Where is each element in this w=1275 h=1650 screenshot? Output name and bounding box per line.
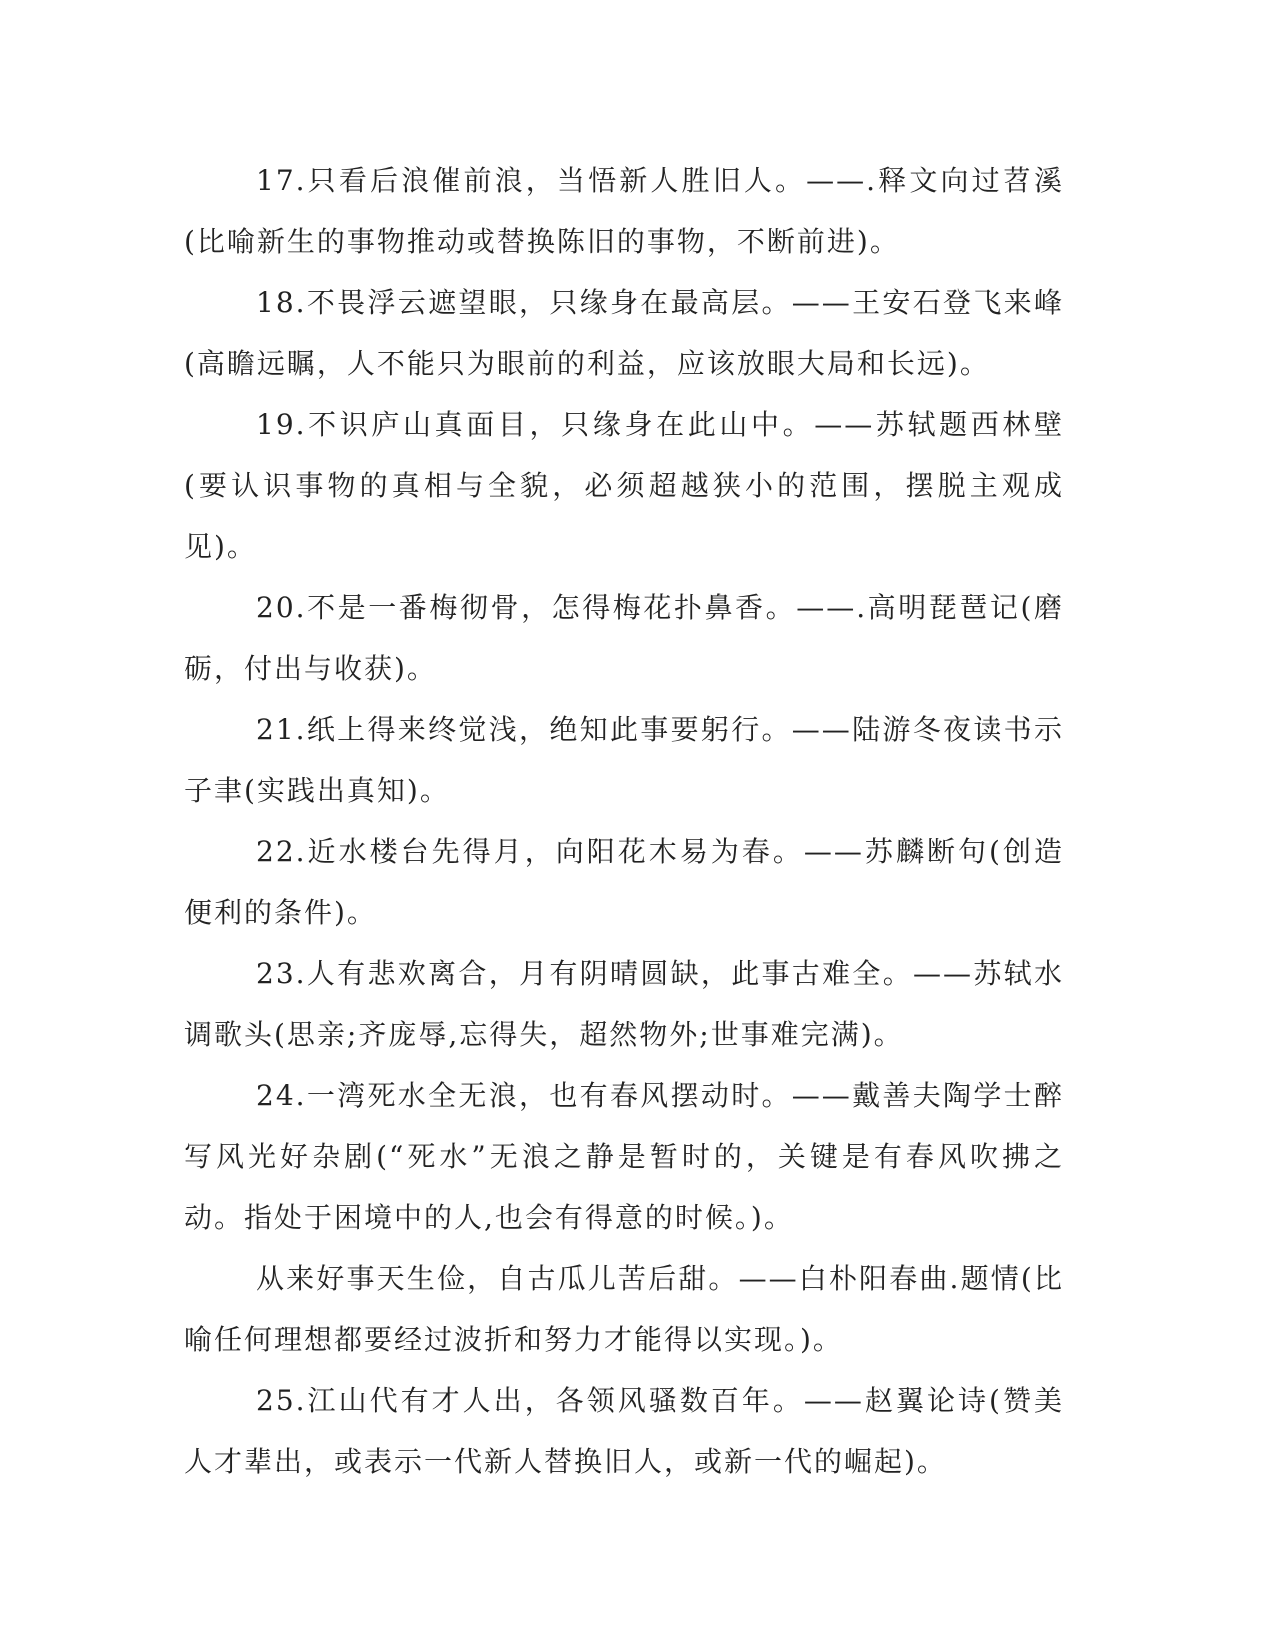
quote-paragraph-23: 23.人有悲欢离合，月有阴晴圆缺，此事古难全。——苏轼水调歌头(思亲;齐庞辱,忘得失，超然物外;世事难完满)。 <box>184 957 1064 1051</box>
document-page <box>184 150 1064 1492</box>
quote-paragraph-21: 21.纸上得来终觉浅，绝知此事要躬行。——陆游冬夜读书示子聿(实践出真知)。 <box>184 713 1064 807</box>
quote-paragraph-24: 24.一湾死水全无浪，也有春风摆动时。——戴善夫陶学士醉写风光好杂剧(“死水”无浪之静是暂时的，关键是有春风吹拂之动。指处于困境中的人,也会有得意的时候。)。 <box>184 1079 1064 1234</box>
quote-paragraph-25: 25.江山代有才人出，各领风骚数百年。——赵翼论诗(赞美人才辈出，或表示一代新人替换旧人，或新一代的崛起)。 <box>184 1384 1064 1478</box>
quote-paragraph-17: 17.只看后浪催前浪，当悟新人胜旧人。——.释文向过苕溪(比喻新生的事物推动或替换陈旧的事物，不断前进)。 <box>184 164 1064 258</box>
quote-paragraph-19: 19.不识庐山真面目，只缘身在此山中。——苏轼题西林壁(要认识事物的真相与全貌，必须超越狭小的范围，摆脱主观成见)。 <box>184 408 1064 563</box>
quote-paragraph-18: 18.不畏浮云遮望眼，只缘身在最高层。——王安石登飞来峰(高瞻远瞩，人不能只为眼前的利益，应该放眼大局和长远)。 <box>184 286 1064 380</box>
quote-paragraph-22: 22.近水楼台先得月，向阳花木易为春。——苏麟断句(创造便利的条件)。 <box>184 835 1064 929</box>
quote-paragraph-20: 20.不是一番梅彻骨，怎得梅花扑鼻香。——.高明琵琶记(磨砺，付出与收获)。 <box>184 591 1064 685</box>
quote-paragraph-unnumbered: 从来好事天生俭，自古瓜儿苦后甜。——白朴阳春曲.题情(比喻任何理想都要经过波折和努力才能得以实现。)。 <box>184 1262 1064 1356</box>
